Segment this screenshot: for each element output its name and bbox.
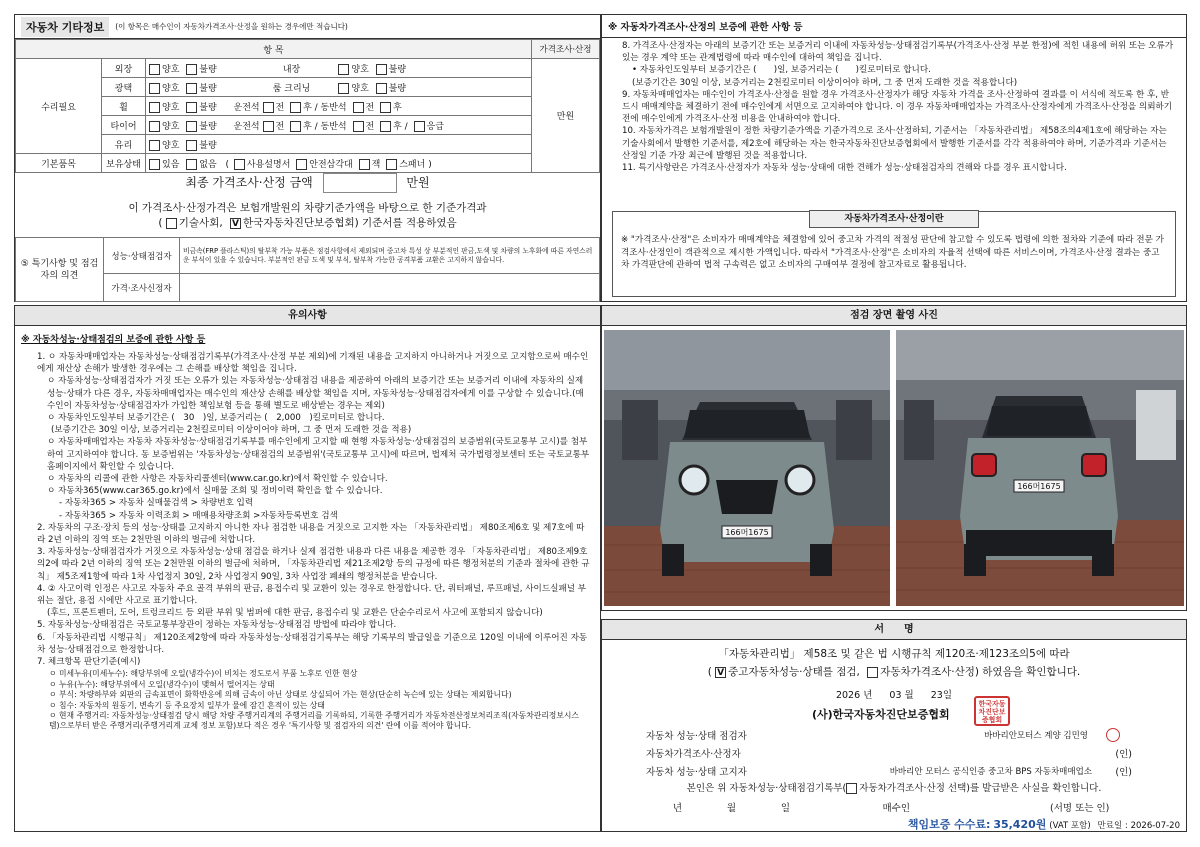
checkbox[interactable] [149, 64, 160, 75]
list-item: - 자동차365 > 자동차 실매물검색 > 차량번호 입력 [59, 498, 254, 509]
row-gloss-options: 양호 불량 룸 크리닝 양호 불량 [146, 78, 532, 97]
final-amount-row [15, 173, 600, 193]
signature-row: 자동차 성능·상태 점검자 바바리안모터스 계양 김민영 [602, 726, 1186, 744]
checkbox[interactable] [149, 121, 160, 132]
price-definition-title: 자동차가격조사·산정이란 [809, 210, 979, 228]
list-item: 2. 자동차의 구조·장치 등의 성능·상태를 고지하지 아니한 자나 점검한 내용을 거짓으로 고지한 자는 「자동차관리법」 제80조제6호 및 제7호에 따라 2년 이하의 징역 또는 2천만원 이하의 벌금에 처합니다. [37, 522, 585, 546]
signature-options: ( V중고자동차성능·상태를 점검, 자동차가격조사·산정) 하였음을 확인합니다. [602, 664, 1186, 679]
checkbox[interactable] [149, 83, 160, 94]
photo-section [601, 305, 1187, 611]
basic-item: 보유상태 [102, 154, 146, 173]
list-item: ㅇ 부식: 차량하부와 외판의 금속표면이 화학반응에 의해 금속이 아닌 상태로 상실되어 가는 현상(단순히 녹슨에 있는 상태는 제외합니다) [49, 690, 512, 700]
checkbox[interactable] [290, 102, 301, 113]
checkbox[interactable] [186, 121, 197, 132]
checkbox-checked[interactable] [715, 667, 726, 678]
receipt-line: 본인은 위 자동차성능·상태점검기록부( 자동차가격조사·산정 선택)를 발급받은 사실을 확인합니다. [686, 783, 1102, 794]
checkbox[interactable] [186, 64, 197, 75]
list-item: ㅇ 자동차인도일부터 보증기간은 ( 30 )일, 보증거리는 ( 2,000 )킬로미터로 합니다. [47, 413, 385, 424]
price-guarantee-section [601, 14, 1187, 302]
row-glass-options: 양호 불량 [146, 135, 532, 154]
checkbox[interactable] [149, 140, 160, 151]
list-item: 5. 자동차성능·상태점검은 국토교통부장관이 정하는 자동차성능·상태점검 방법에 따라야 합니다. [37, 620, 397, 631]
checkbox[interactable] [353, 102, 364, 113]
checkbox[interactable] [296, 159, 307, 170]
price-definition-box [612, 211, 1176, 297]
list-item: (보증기간은 30일 이상, 보증거리는 2천킬로미터 이상이어야 하며, 그 중 먼저 도래한 것을 적용) [51, 425, 412, 436]
checkbox[interactable] [149, 102, 160, 113]
list-item: ㅇ 자동차성능·상태점검자가 거짓 또는 오류가 있는 자동차성능·상태점검 내용을 제공하여 아래의 보증기간 또는 보증거리 이내에 자동차의 실제 성능·상태가 다른 경우, 자동차매매업자는 매수인의 재산상 손해를 배상할 책임을 지며, 자동차성능·상태점검자에게 이를 구상할 수 있습니다.(매수인이 자동차성능·상태점검자가 가입한 책임보험 등을 통해 별도로 배상받는 경우는 제외) [47, 376, 584, 411]
list-item: ㅇ 자동차365(www.car365.go.kr)에서 실매물 조회 및 정비이력 확인을 할 수 있습니다. [47, 486, 383, 497]
list-item: ㅇ 누유(누수): 해당부위에서 오일(냉각수)이 맺혀서 떨어지는 상태 [49, 679, 275, 689]
price-won: 만원 [532, 59, 600, 173]
checkbox[interactable] [359, 159, 370, 170]
row-gloss: 광택 [102, 78, 146, 97]
signature-row: 자동차가격조사·산정자 (인) [646, 749, 1132, 760]
notice-title: ※ 자동차성능·상태점검의 보증에 관한 사항 등 [21, 335, 206, 345]
checkbox[interactable] [186, 159, 197, 170]
basic-label: 기본품목 [16, 154, 102, 173]
signature-section [601, 619, 1187, 832]
list-item: • 자동차인도일부터 보증기간은 ( )일, 보증거리는 ( )킬로미터로 합니다. [632, 65, 931, 76]
checkbox[interactable] [376, 64, 387, 75]
checkbox[interactable] [234, 159, 245, 170]
price-guarantee-list [602, 38, 1186, 174]
checkbox[interactable] [338, 64, 349, 75]
checkbox[interactable] [353, 121, 364, 132]
checkbox[interactable] [186, 140, 197, 151]
special-notes-table [15, 237, 600, 302]
signature-org: (사)한국자동차진단보증협회 [812, 708, 950, 721]
basic-options: 있음 없음 ( 사용설명서 안전삼각대 잭 스패너 ) [146, 154, 532, 173]
front-car-photo [604, 330, 890, 606]
special-price-label: 가격·조사신정자 [104, 274, 180, 302]
row-wheel: 휠 [102, 97, 146, 116]
checkbox[interactable] [867, 667, 878, 678]
car-rear-image [896, 330, 1184, 606]
list-item: 7. 체크항목 판단기준(예시) [37, 657, 141, 668]
checkbox-checked[interactable] [230, 218, 241, 229]
signature-law-line: 「자동차관리법」 제58조 및 같은 법 시행규칙 제120조·제123조의5에 따라 [718, 648, 1070, 660]
list-item: - 자동차365 > 자동차 이력조회 > 매매용차량조회 >자동차등록번호 검색 [59, 510, 338, 521]
price-definition-text: ※ "가격조사·산정"은 소비자가 매매계약을 체결함에 있어 중고차 가격의 적절성 판단에 참고할 수 있도록 법령에 의한 절차와 기준에 따라 전문 가격조사·산정인이 객관적으로 제시한 가액입니다. 따라서 "가격조사·산정"은 소비자의 자율적 선택에 따른 서비스이며, 가격조사·산정 결과는 중고차 가격판단에 관하여 법적 구속력은 없고 소비자의 구매여부 결정에 참고자료로 활용됩니다. [621, 235, 1164, 270]
row-tire: 타이어 [102, 116, 146, 135]
price-guarantee-title: ※ 자동차가격조사·산정의 보증에 관한 사항 등 [602, 15, 1186, 38]
other-info-table [15, 39, 600, 173]
list-item: 8. 가격조사·산정자는 아래의 보증기간 또는 보증거리 이내에 자동차성능·상태점검기록부(가격조사·산정 부분 한정)에 적힌 내용에 허위 또는 오류가 있는 경우 계약 또는 관계법령에 따라 매수인에 대하여 책임을 집니다. [622, 41, 1174, 64]
list-item: 10. 자동차가격은 보험개발원이 정한 차량기준가액을 기준가격으로 조사·산정하되, 기준서는 「자동차관리법」 제58조의4제1호에 해당하는 자는 기술사회에서 발행한 기준서를, 제2호에 해당하는 자는 한국자동차진단보증협회에서 발행한 기준서를 각각 적용하여야 하며, 기준가격과 기준서는 산정일 기준 가장 최근에 발행된 것을 적용합니다. [622, 126, 1167, 161]
checkbox[interactable] [166, 218, 177, 229]
signature-rows [602, 726, 1186, 834]
final-amount-input[interactable] [323, 173, 397, 193]
row-exterior: 외장 [102, 59, 146, 78]
inspector-stamp [1106, 728, 1120, 742]
special-perf-label: 성능·상태점검자 [104, 238, 180, 274]
row-exterior-options: 양호 불량 내장 양호 불량 [146, 59, 532, 78]
rear-car-photo [896, 330, 1184, 606]
special-label: ⑤ 특기사항 및 점검자의 의견 [16, 238, 104, 302]
final-amount-label: 최종 가격조사·산정 금액 [185, 175, 313, 190]
checkbox[interactable] [380, 121, 391, 132]
front-plate-text: 166머1675 [725, 528, 769, 537]
checkbox[interactable] [376, 83, 387, 94]
signature-date: 2026 년 03 월 23일 [835, 690, 953, 701]
rear-plate-text: 166머1675 [1017, 482, 1061, 491]
other-info-header [15, 15, 600, 39]
list-item: 4. ② 사고이력 인정은 사고로 자동차 주요 골격 부위의 판금, 용접수리 및 교환이 있는 경우로 한정합니다. 단, 쿼터패널, 루프패널, 사이드실패널 부위는 절단, 용접 시에만 사고로 표기합니다. [37, 583, 587, 607]
other-info-section [14, 14, 601, 302]
final-amount-unit: 만원 [406, 175, 430, 190]
checkbox[interactable] [414, 121, 425, 132]
notice-header: 유의사항 [15, 306, 600, 326]
checkbox[interactable] [149, 159, 160, 170]
list-item: ㅇ 현재 주행거리: 자동차성능·상태점검 당시 해당 차량 주행거리계의 주행거리를 기록하되, 기록한 주행거리가 자동차전산정보처리조직(자동차관리정보시스템)으로부터 받은 주행거리(주행거리계 교체 정보 포함)보다 적은 경우 '특기사항 및 점검자의 의견' 란에 이를 적어야 합니다. [49, 710, 579, 731]
list-item: ㅇ 자동차매매업자는 자동차 자동차성능·상태점검기록부를 매수인에게 고지할 때 현행 자동차성능·상태점검의 보증범위(국토교통부 고시)를 첨부하여 고지하여야 합니다. 동 보증범위는 '자동차성능·상태점검의 보증범위'(국토교통부 고시)에 따르며, 법제처 국가법령정보센터 또는 국토교통부 홈페이지에서 확인할 수 있습니다. [47, 437, 590, 472]
org-stamp: 한국자동차진단보증협회 [974, 696, 1010, 726]
buyer-line: 년 월 일 매수인 (서명 또는 인) [672, 803, 1110, 814]
special-perf-text: 비금속(FRP 플라스틱)의 탈부착 가능 부품은 점검사항에서 제외되며 중고차 특성 상 부분적인 판금,도색 및 차량의 노후화에 따른 자연스러운 부식이 있을 수 있습니다. 부분적인 판금 도색 및 부식, 탈부착 가능한 공격부품 교환은 고지하지 않습니다. [180, 238, 600, 274]
special-price-text [180, 274, 600, 302]
list-item: (보증기간은 30일 이상, 보증거리는 2천킬로미터 이상이어야 하며, 그 중 먼저 도래한 것을 적용합니다) [632, 77, 1018, 88]
checkbox[interactable] [186, 102, 197, 113]
checkbox[interactable] [338, 83, 349, 94]
list-item: (후드, 프론트펜더, 도어, 트렁크리드 등 외판 부위 및 범퍼에 대한 판금, 용접수리 및 교환은 단순수리로서 사고에 포함되지 않습니다) [47, 608, 543, 619]
row-glass: 유리 [102, 135, 146, 154]
col-item-header: 항 목 [16, 40, 532, 59]
list-item: 6. 「자동차관리법 시행규칙」 제120조제2항에 따라 자동차성능·상태점검기록부는 해당 기록부의 발급일을 기준으로 120일 이내에 이루어진 자동차 성능·상태점검으로 한정합니다. [37, 632, 588, 655]
list-item: ㅇ 침수: 자동차의 원동기, 변속기 등 주요장치 일부가 물에 잠긴 흔적이 있는 상태 [49, 700, 325, 710]
signature-header: 서 명 [602, 620, 1186, 640]
notice-sublist [15, 668, 600, 731]
checkbox[interactable] [386, 159, 397, 170]
list-item: ㅇ 미세누유(미세누수): 해당부위에 오일(냉각수)이 비치는 정도로서 부품 노후로 인한 현상 [49, 669, 358, 679]
basis-text: 이 가격조사·산정가격은 보험개발원의 차량기준가액을 바탕으로 한 기준가격과 ( 기술사회, V 한국자동차진단보증협회) 기준서를 적용하였음 [15, 201, 600, 231]
fee-line: 책임보증 수수료: 35,420원 (VAT 포함) 만료일 : 2026-07-20 [907, 818, 1180, 831]
other-info-title: 자동차 기타정보 [21, 17, 109, 37]
signature-row: 자동차 성능·상태 고지자 바바리안 모터스 공식인증 중고차 BPS 자동차매매업소 (인) [646, 767, 1132, 778]
checkbox[interactable] [186, 83, 197, 94]
notice-list [15, 347, 600, 668]
checkbox[interactable] [290, 121, 301, 132]
other-info-note: (이 항목은 매수인이 자동차가격조사·산정을 원하는 경우에만 적습니다) [115, 22, 348, 31]
repair-label: 수리필요 [16, 59, 102, 154]
checkbox[interactable] [263, 121, 274, 132]
list-item: ㅇ 자동차의 리콜에 관한 사항은 자동차리콜센터(www.car.go.kr)에서 확인할 수 있습니다. [47, 474, 388, 485]
car-front-image [604, 330, 890, 606]
photo-header: 점검 장면 촬영 사진 [602, 306, 1186, 326]
checkbox[interactable] [380, 102, 391, 113]
list-item: 11. 특기사항란은 가격조사·산정자가 자동차 성능·상태에 대한 견해가 성능·상태점검자의 견해와 다를 경우 표시합니다. [622, 163, 1067, 174]
checkbox[interactable] [846, 783, 857, 794]
checkbox[interactable] [263, 102, 274, 113]
list-item: 1. ㅇ 자동차매매업자는 자동차성능·상태점검기록부(가격조사·산정 부분 제외)에 기재된 내용을 고지하지 아니하거나 거짓으로 고지함으로써 매수인에게 재산상 손해가 발생한 경우에는 그 손해를 배상할 책임을 집니다. [37, 352, 589, 375]
row-tire-options: 양호 불량 운전석 전 후 / 동반석 전 후 / 응급 [146, 116, 532, 135]
list-item: 9. 자동차매매업자는 매수인이 가격조사·산정을 원할 경우 가격조사·산정자가 해당 자동차 가격을 조사·산정하여 결과를 이 서식에 적도록 한 후, 반드시 매매계약을 체결하기 전에 매수인에게 서면으로 고지하여야 합니다. 이 경우 자동차매매업자는 가격조사·산정자에게 가격조사·산정을 의뢰하기 전에 매수인에게 가격조사·산정 비용을 안내하여야 합니다. [622, 89, 1173, 125]
list-item: 3. 자동차성능·상태점검자가 거짓으로 자동차성능·상태 점검을 하거나 실제 점검한 내용과 다른 내용을 제공한 경우 「자동차관리법」 제80조제9호의2에 따라 2년 이하의 징역 또는 2천만원 이하의 벌금에 처하며, 「자동차관리법 제21조제2항 등의 규정에 따른 행정처분의 기준과 절차에 관한 규칙」 제5조제1항에 따라 1차 사업정지 30일, 2차 사업정지 90일, 3차 사업장 폐쇄의 행정처분을 받습니다. [37, 547, 590, 582]
col-price-header: 가격조사·산정 [532, 40, 600, 59]
notice-section [14, 305, 601, 832]
row-wheel-options: 양호 불량 운전석 전 후 / 동반석 전 후 [146, 97, 532, 116]
